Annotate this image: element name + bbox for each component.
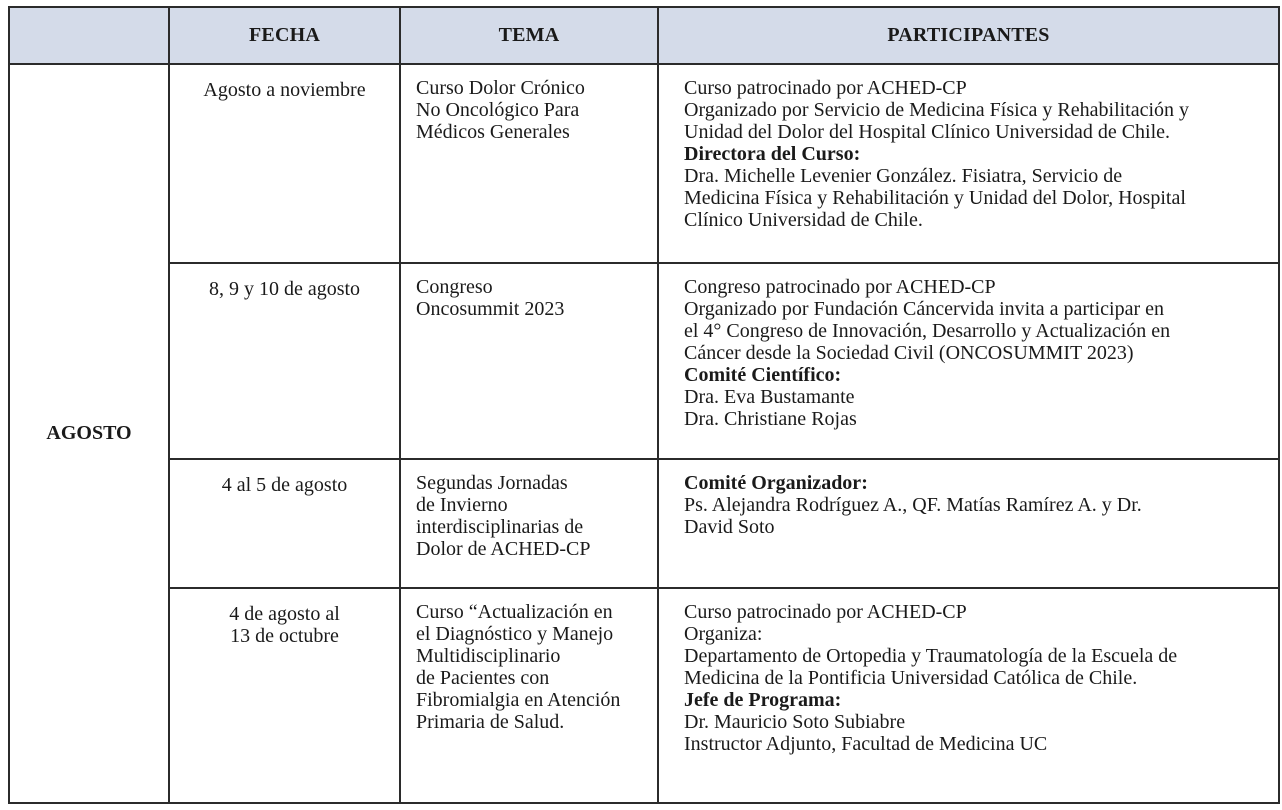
tema-line: interdisciplinarias de [416,516,584,538]
participantes-line: Dra. Christiane Rojas [684,408,857,430]
fecha-line: 8, 9 y 10 de agosto [208,278,361,300]
tema-line: Segundas Jornadas [416,472,568,494]
participantes-line: Unidad del Dolor del Hospital Clínico Universidad de Chile. [684,121,1171,143]
table-row [9,263,1279,459]
participantes-heading: Directora del Curso: [684,143,861,165]
header-row [9,7,1279,64]
fecha-cell [169,588,400,803]
events-table [8,6,1280,804]
participantes-cell [658,64,1279,263]
tema-line: de Pacientes con [416,667,550,689]
participantes-line: Organizado por Fundación Cáncervida invita a participar en [684,298,1165,320]
fecha-cell [169,64,400,263]
tema-line: el Diagnóstico y Manejo [416,623,614,645]
tema-line: Multidisciplinario [416,645,561,667]
participantes-heading: Jefe de Programa: [684,689,842,711]
participantes-line: Cáncer desde la Sociedad Civil (ONCOSUMMIT 2023) [684,342,1134,364]
header-tema: TEMA [400,7,658,64]
participantes-line: Departamento de Ortopedia y Traumatología de la Escuela de [684,645,1178,667]
tema-line: Oncosummit 2023 [416,298,565,320]
participantes-line: Medicina Física y Rehabilitación y Unidad del Dolor, Hospital [684,187,1186,209]
participantes-line: Instructor Adjunto, Facultad de Medicina UC [684,733,1048,755]
fecha-line: 13 de octubre [230,625,339,647]
tema-line: Curso “Actualización en [416,601,613,623]
tema-line: Primaria de Salud. [416,711,565,733]
participantes-line: Dra. Michelle Levenier González. Fisiatra, Servicio de [684,165,1123,187]
table-row [9,64,1279,263]
table-row [9,588,1279,803]
table-body [9,64,1279,803]
fecha-line: 4 de agosto al [229,603,340,625]
month-cell: AGOSTO [9,64,169,803]
table-row [9,459,1279,588]
participantes-line: Dra. Eva Bustamante [684,386,855,408]
tema-line: de Invierno [416,494,508,516]
participantes-line: Organiza: [684,623,763,645]
tema-line: Fibromialgia en Atención [416,689,621,711]
fecha-line: Agosto a noviembre [203,79,366,101]
participantes-line: Congreso patrocinado por ACHED-CP [684,276,996,298]
tema-cell [400,263,658,459]
participantes-cell [658,588,1279,803]
participantes-cell [658,459,1279,588]
participantes-line: Medicina de la Pontificia Universidad Católica de Chile. [684,667,1138,689]
header-blank [9,7,169,64]
participantes-heading: Comité Científico: [684,364,842,386]
tema-line: Curso Dolor Crónico [416,77,585,99]
tema-line: No Oncológico Para [416,99,580,121]
participantes-line: Clínico Universidad de Chile. [684,209,923,231]
participantes-heading: Comité Organizador: [684,472,868,494]
participantes-line: Curso patrocinado por ACHED-CP [684,601,967,623]
participantes-line: Ps. Alejandra Rodríguez A., QF. Matías Ramírez A. y Dr. [684,494,1142,516]
participantes-line: Curso patrocinado por ACHED-CP [684,77,967,99]
fecha-line: 4 al 5 de agosto [221,474,348,496]
tema-cell [400,459,658,588]
fecha-cell [169,263,400,459]
header-fecha: FECHA [169,7,400,64]
tema-line: Congreso [416,276,493,298]
tema-cell [400,588,658,803]
participantes-cell [658,263,1279,459]
participantes-line: Dr. Mauricio Soto Subiabre [684,711,906,733]
participantes-line: David Soto [684,516,775,538]
tema-line: Dolor de ACHED-CP [416,538,591,560]
participantes-line: el 4° Congreso de Innovación, Desarrollo y Actualización en [684,320,1171,342]
tema-cell [400,64,658,263]
tema-line: Médicos Generales [416,121,570,143]
fecha-cell [169,459,400,588]
participantes-line: Organizado por Servicio de Medicina Física y Rehabilitación y [684,99,1190,121]
header-participantes: PARTICIPANTES [658,7,1279,64]
